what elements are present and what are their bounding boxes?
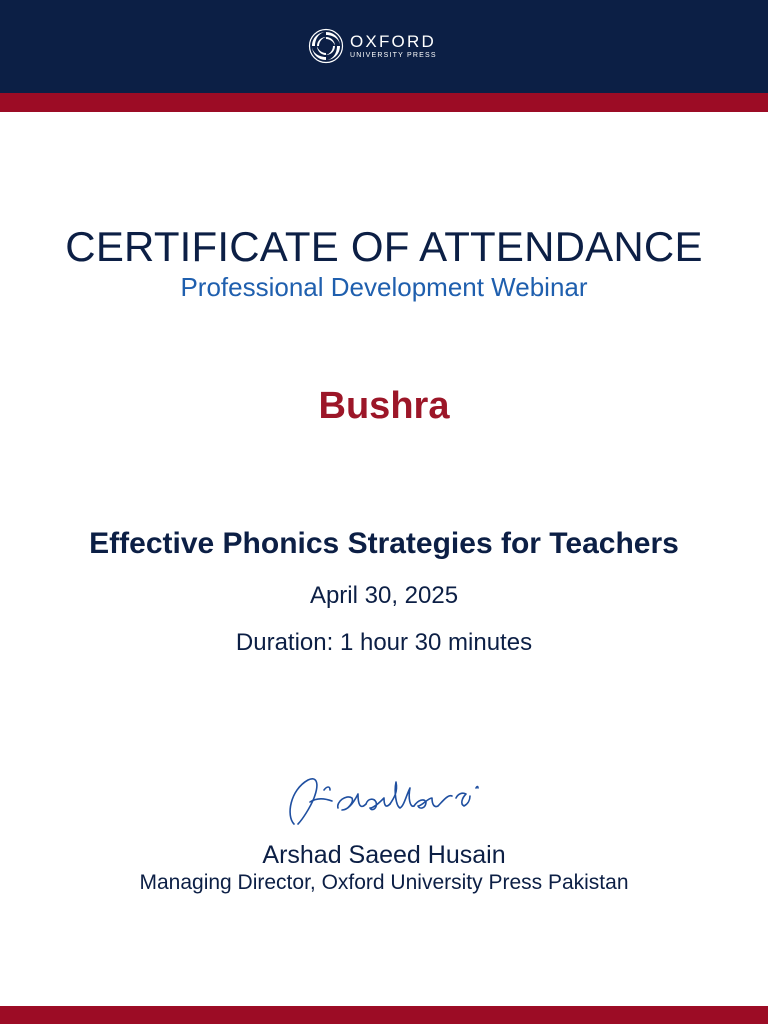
certificate-title: CERTIFICATE OF ATTENDANCE bbox=[65, 223, 703, 270]
signatory-name: Arshad Saeed Husain bbox=[262, 841, 506, 869]
event-duration: Duration: 1 hour 30 minutes bbox=[235, 629, 533, 656]
header-band bbox=[0, 0, 768, 93]
handwritten-signature bbox=[280, 768, 490, 830]
course-title: Effective Phonics Strategies for Teachers bbox=[89, 527, 679, 560]
logo-wordmark: OXFORD bbox=[350, 31, 436, 51]
recipient-name: Bushra bbox=[318, 385, 450, 427]
event-date: April 30, 2025 bbox=[309, 582, 459, 609]
oup-logo bbox=[308, 28, 437, 64]
logo-subtitle: UNIVERSITY PRESS bbox=[350, 51, 437, 59]
oxford-swirl-icon bbox=[308, 28, 344, 64]
logo-text bbox=[350, 33, 437, 60]
header-stripe bbox=[0, 93, 768, 112]
signatory-role: Managing Director, Oxford University Press Pakistan bbox=[139, 871, 629, 894]
footer-stripe bbox=[0, 1006, 768, 1024]
certificate-subtitle: Professional Development Webinar bbox=[180, 272, 588, 302]
